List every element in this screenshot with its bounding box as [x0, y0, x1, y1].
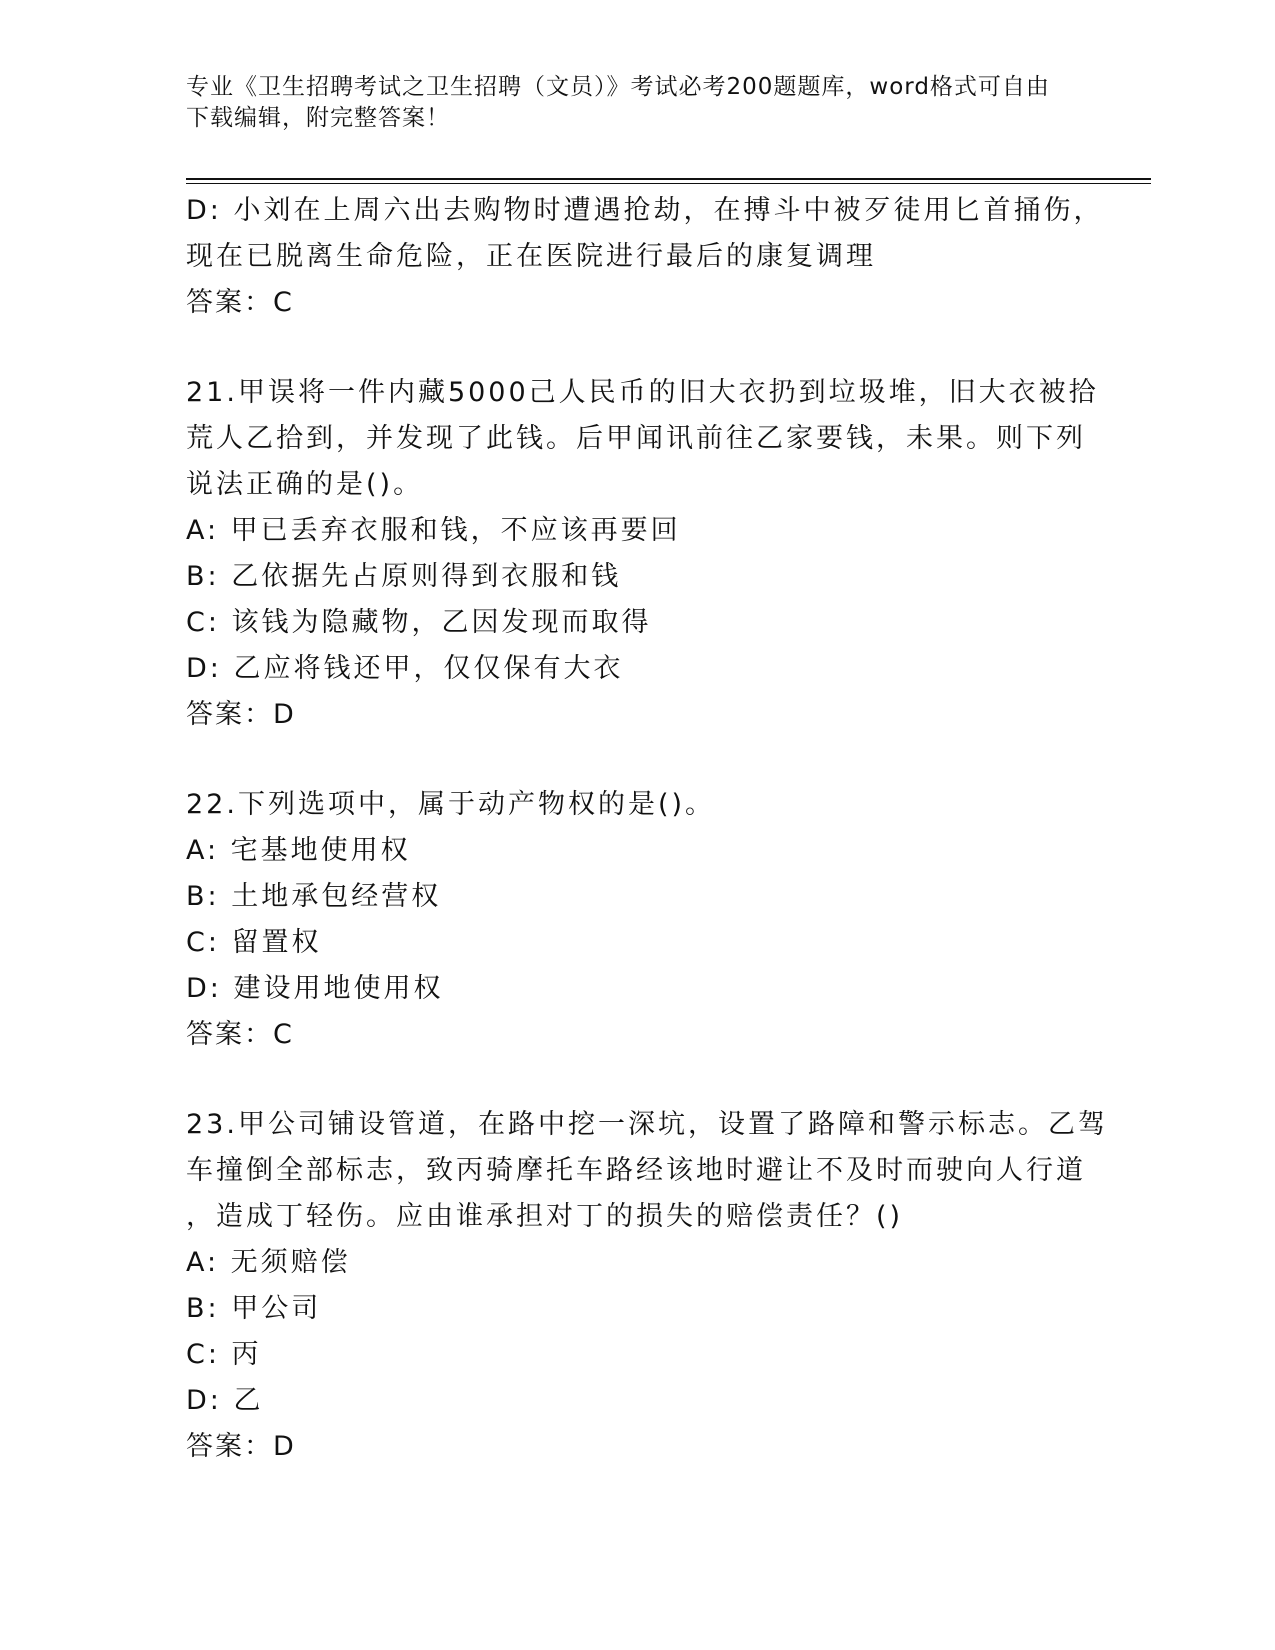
spacer — [186, 326, 1081, 370]
answer-line: 答案：C — [186, 1019, 294, 1050]
question-block-21 — [186, 370, 1099, 738]
answer-line: 答案：D — [186, 1431, 296, 1462]
question-list — [186, 188, 1108, 1470]
answer-line: 答案：C — [186, 287, 294, 318]
question-block-23 — [186, 1102, 1108, 1470]
question-text-line-3: ，造成丁轻伤。应由谁承担对丁的损失的赔偿责任？() — [186, 1201, 904, 1232]
question-text-line-3: 说法正确的是()。 — [186, 469, 424, 500]
option-b: B: 甲公司 — [186, 1293, 322, 1324]
question-block-22 — [186, 782, 1081, 1058]
option-c: C: 丙 — [186, 1339, 262, 1370]
spacer — [186, 738, 1081, 782]
question-text-line-1: 22.下列选项中，属于动产物权的是()。 — [186, 789, 716, 820]
option-c: C: 该钱为隐藏物，乙因发现而取得 — [186, 607, 652, 638]
header-title: 专业《卫生招聘考试之卫生招聘（文员）》考试必考200题题库，word格式可自由下载编辑，附完整答案！ — [186, 74, 1050, 131]
document-header — [186, 72, 1066, 134]
option-a: A: 甲已丢弃衣服和钱，不应该再要回 — [186, 515, 681, 546]
option-d-line-2: 现在已脱离生命危险，正在医院进行最后的康复调理 — [186, 241, 876, 272]
header-divider-thin — [186, 183, 1151, 184]
question-text-line-2: 车撞倒全部标志，致丙骑摩托车路经该地时避让不及时而驶向人行道 — [186, 1155, 1086, 1186]
option-a: A: 宅基地使用权 — [186, 835, 411, 866]
answer-line: 答案：D — [186, 699, 296, 730]
option-b: B: 土地承包经营权 — [186, 881, 442, 912]
header-divider-thick — [186, 178, 1151, 180]
option-d-line-1: D: 小刘在上周六出去购物时遭遇抢劫，在搏斗中被歹徒用匕首捅伤， — [186, 195, 1104, 226]
option-a: A: 无须赔偿 — [186, 1247, 351, 1278]
option-d: D: 乙应将钱还甲，仅仅保有大衣 — [186, 653, 624, 684]
option-c: C: 留置权 — [186, 927, 322, 958]
option-d: D: 建设用地使用权 — [186, 973, 444, 1004]
question-text-line-2: 荒人乙拾到，并发现了此钱。后甲闻讯前往乙家要钱，未果。则下列 — [186, 423, 1086, 454]
option-d: D: 乙 — [186, 1385, 264, 1416]
spacer — [186, 1058, 1081, 1102]
question-text-line-1: 21.甲误将一件内藏5000己人民币的旧大衣扔到垃圾堆，旧大衣被拾 — [186, 377, 1099, 408]
question-text-line-1: 23.甲公司铺设管道，在路中挖一深坑，设置了路障和警示标志。乙驾 — [186, 1109, 1108, 1140]
option-b: B: 乙依据先占原则得到衣服和钱 — [186, 561, 622, 592]
question-block-previous — [186, 188, 1104, 326]
